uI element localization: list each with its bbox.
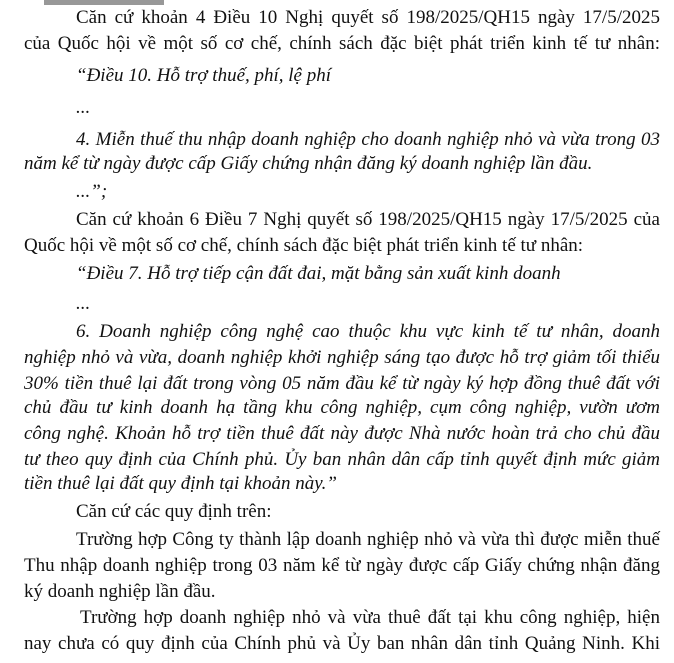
- doc-line: 6. Doanh nghiệp công nghệ cao thuộc khu vực kinh tế tư nhân, doanh: [76, 321, 660, 342]
- doc-line: nay chưa có quy định của Chính phủ và Ủy ban nhân dân tỉnh Quảng Ninh. Khi: [24, 633, 660, 654]
- doc-line: ký doanh nghiệp lần đầu.: [24, 581, 216, 602]
- doc-line: Trường hợp Công ty thành lập doanh nghiệp nhỏ và vừa thì được miễn thuế: [76, 529, 660, 550]
- doc-line: ...: [76, 97, 91, 118]
- doc-line: công nghệ. Khoản hỗ trợ tiền thuê đất này được Nhà nước hoàn trả cho chủ đầu: [24, 423, 660, 444]
- doc-line: Căn cứ khoản 4 Điều 10 Nghị quyết số 198/2025/QH15 ngày 17/5/2025: [76, 7, 660, 28]
- doc-line: “Điều 7. Hỗ trợ tiếp cận đất đai, mặt bằng sản xuất kinh doanh: [76, 263, 561, 284]
- doc-line: 4. Miễn thuế thu nhập doanh nghiệp cho doanh nghiệp nhỏ và vừa trong 03: [76, 129, 660, 150]
- doc-line: tiền thuê lại đất quy định tại khoản này.”: [24, 473, 337, 494]
- doc-line: ...”;: [76, 181, 108, 202]
- doc-line: năm kể từ ngày được cấp Giấy chứng nhận đăng ký doanh nghiệp lần đầu.: [24, 153, 593, 174]
- doc-line: Trường hợp doanh nghiệp nhỏ và vừa thuê đất tại khu công nghiệp, hiện: [80, 607, 660, 628]
- cropped-text-fragment: [44, 0, 164, 5]
- doc-line: “Điều 10. Hỗ trợ thuế, phí, lệ phí: [76, 65, 332, 86]
- doc-line: 30% tiền thuê lại đất trong vòng 05 năm đầu kể từ ngày ký hợp đồng thuê đất với: [24, 373, 660, 394]
- doc-line: nghiệp nhỏ và vừa, doanh nghiệp khởi nghiệp sáng tạo được hỗ trợ giảm tối thiểu: [24, 347, 660, 368]
- doc-line: chủ đầu tư kinh doanh hạ tầng khu công nghiệp, cụm công nghiệp, vườn ươm: [24, 397, 660, 418]
- doc-line: của Quốc hội về một số cơ chế, chính sách đặc biệt phát triển kinh tế tư nhân:: [24, 33, 660, 54]
- doc-line: Thu nhập doanh nghiệp trong 03 năm kể từ ngày được cấp Giấy chứng nhận đăng: [24, 555, 660, 576]
- doc-line: ...: [76, 293, 91, 314]
- doc-line: Căn cứ khoản 6 Điều 7 Nghị quyết số 198/2025/QH15 ngày 17/5/2025 của: [76, 209, 660, 230]
- doc-line: tư theo quy định của Chính phủ. Ủy ban nhân dân cấp tỉnh quyết định mức giảm: [24, 449, 660, 470]
- doc-line: Quốc hội về một số cơ chế, chính sách đặc biệt phát triển kinh tế tư nhân:: [24, 235, 584, 256]
- doc-line: Căn cứ các quy định trên:: [76, 501, 272, 522]
